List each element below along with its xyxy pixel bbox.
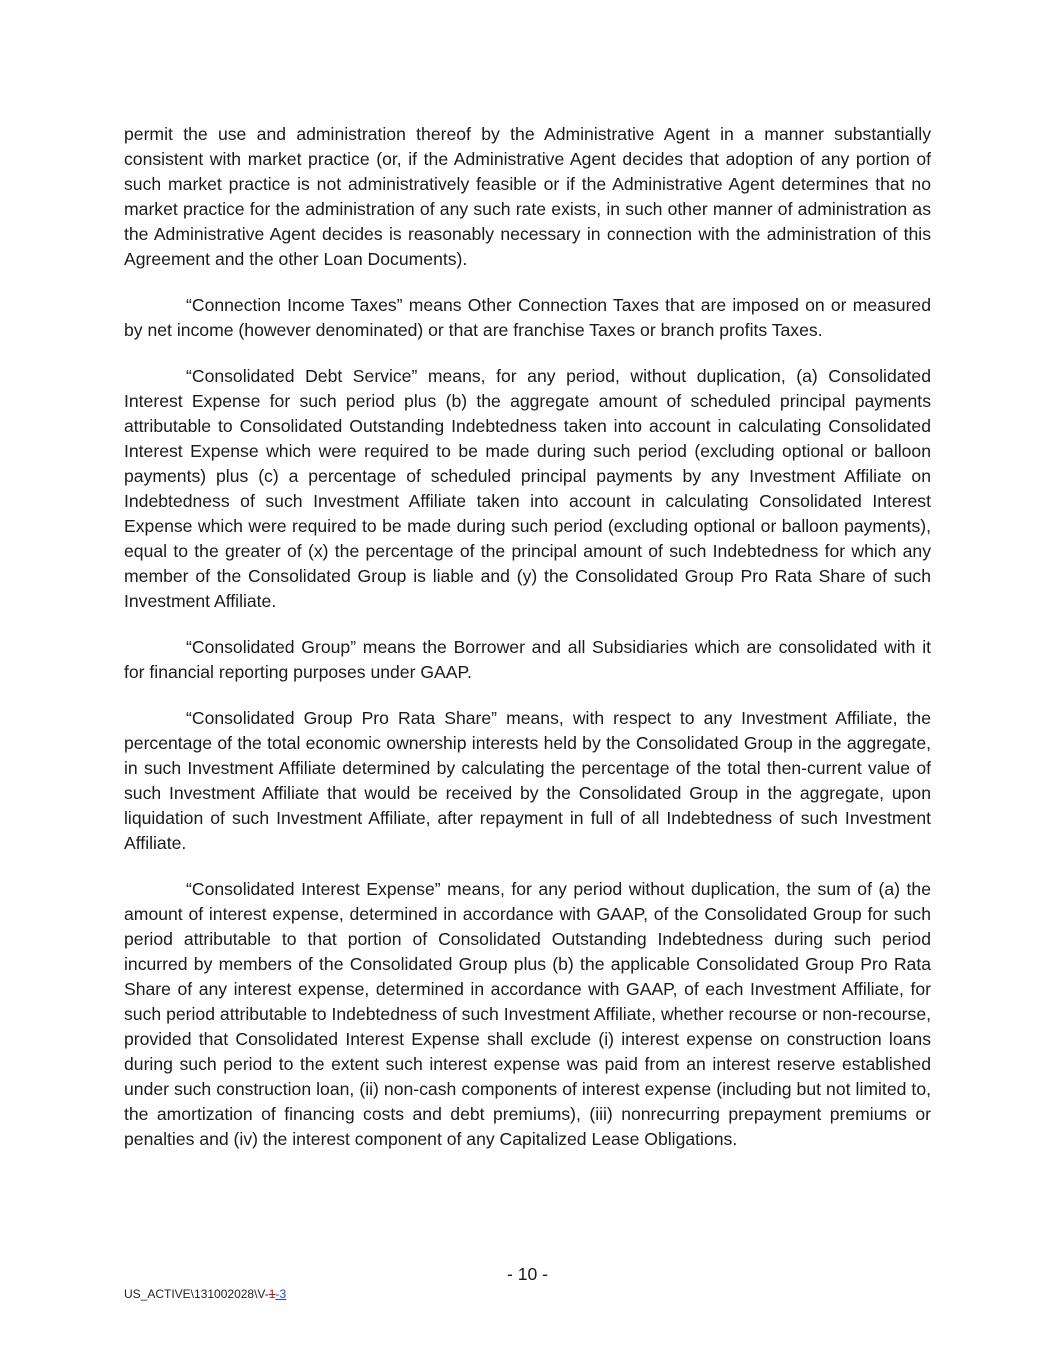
document-id-deleted-version: 1 — [268, 1287, 276, 1301]
document-body — [124, 122, 931, 1173]
paragraph-continuation: permit the use and administration thereof by the Administrative Agent in a manner substantially consistent with market practice (or, if the Administrative Agent decides that adoption of any portion of such market practice is not administratively feasible or if the Administrative Agent determines that no market practice for the administration of any such rate exists, in such other manner of administration as the Administrative Agent decides is reasonably necessary in connection with the administration of this Agreement and the other Loan Documents). — [124, 124, 931, 269]
document-id — [124, 1287, 286, 1301]
definition-consolidated-debt-service: “Consolidated Debt Service” means, for any period, without duplication, (a) Consolidated Interest Expense for such period plus (b) the aggregate amount of scheduled principal payments attributable to Consolidated Outstanding Indebtedness taken into account in calculating Consolidated Interest Expense which were required to be made during such period (excluding optional or balloon payments) plus (c) a percentage of scheduled principal payments by any Investment Affiliate on Indebtedness of such Investment Affiliate taken into account in calculating Consolidated Interest Expense which were required to be made during such period (excluding optional or balloon payments), equal to the greater of (x) the percentage of the principal amount of such Indebtedness for which any member of the Consolidated Group is liable and (y) the Consolidated Group Pro Rata Share of such Investment Affiliate. — [124, 366, 931, 611]
definition-consolidated-group: “Consolidated Group” means the Borrower and all Subsidiaries which are consolidated with it for financial reporting purposes under GAAP. — [124, 637, 931, 682]
definition-consolidated-group-pro-rata-share: “Consolidated Group Pro Rata Share” means, with respect to any Investment Affiliate, the percentage of the total economic ownership interests held by the Consolidated Group in the aggregate, in such Investment Affiliate determined by calculating the percentage of the total then-current value of such Investment Affiliate that would be received by the Consolidated Group in the aggregate, upon liquidation of such Investment Affiliate, after repayment in full of all Indebtedness of such Investment Affiliate. — [124, 708, 931, 853]
definition-connection-income-taxes: “Connection Income Taxes” means Other Connection Taxes that are imposed on or measured by net income (however denominated) or that are franchise Taxes or branch profits Taxes. — [124, 295, 931, 340]
document-id-prefix: US_ACTIVE\131002028\V- — [124, 1287, 269, 1301]
document-id-inserted-version: -3 — [275, 1287, 287, 1301]
definition-consolidated-interest-expense: “Consolidated Interest Expense” means, for any period without duplication, the sum of (a) the amount of interest expense, determined in accordance with GAAP, of the Consolidated Group for such period attributable to that portion of Consolidated Outstanding Indebtedness during such period incurred by members of the Consolidated Group plus (b) the applicable Consolidated Group Pro Rata Share of any interest expense, determined in accordance with GAAP, of each Investment Affiliate, for such period attributable to Indebtedness of such Investment Affiliate, whether recourse or non-recourse, provided that Consolidated Interest Expense shall exclude (i) interest expense on construction loans during such period to the extent such interest expense was paid from an interest reserve established under such construction loan, (ii) non-cash components of interest expense (including but not limited to, the amortization of financing costs and debt premiums), (iii) nonrecurring prepayment premiums or penalties and (iv) the interest component of any Capitalized Lease Obligations. — [124, 879, 931, 1149]
page-number: - 10 - — [506, 1264, 549, 1284]
